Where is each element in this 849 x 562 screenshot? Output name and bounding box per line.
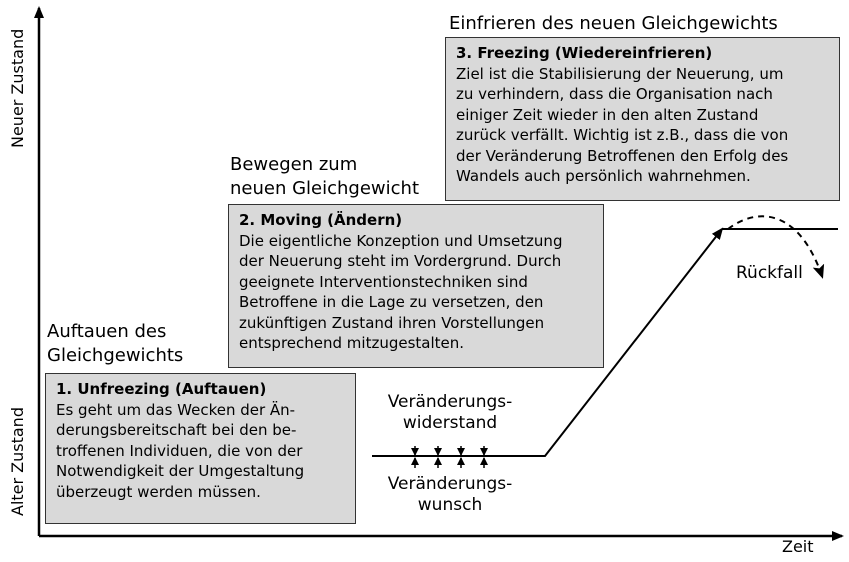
phase-1-heading xyxy=(47,320,183,368)
phase-1-heading-line: Gleichgewichts xyxy=(47,345,184,366)
phase-2-box xyxy=(228,204,604,368)
resistance-label xyxy=(374,392,526,434)
phase-2-heading xyxy=(230,153,419,201)
phase-1-body-line: überzeugt werden müssen. xyxy=(56,482,261,501)
phase-2-heading-line: Bewegen zum xyxy=(230,154,358,175)
resistance-label-line: Veränderungs- xyxy=(387,392,513,412)
phase-1-heading-line: Auftauen des xyxy=(47,321,167,342)
phase-3-box xyxy=(445,37,840,201)
phase-2-body-line: der Neuerung steht im Vordergrund. Durch xyxy=(239,252,562,270)
phase-3-title: 3. Freezing (Wiedereinfrieren) xyxy=(456,44,713,62)
x-axis-label: Zeit xyxy=(782,537,814,556)
y-axis-label-top: Neuer Zustand xyxy=(8,28,27,148)
phase-3-body-line: zu verhindern, dass die Organisation nach xyxy=(456,85,773,103)
desire-label-line: wunsch xyxy=(417,495,483,515)
phase-2-body-line: Betroffene in die Lage zu versetzen, den xyxy=(239,293,544,311)
phase-2-body-line: zukünftigen Zustand ihren Vorstellungen xyxy=(239,313,545,332)
phase-1-body-line: Es geht um das Wecken der Än- xyxy=(56,400,296,419)
phase-3-body-line: Ziel ist die Stabilisierung der Neuerung, um xyxy=(456,64,784,83)
phase-1-body-line: derungsbereitschaft bei den be- xyxy=(56,421,297,439)
phase-2-body-line: entsprechend mitzugestalten. xyxy=(239,334,465,352)
phase-1-body-line: Notwendigkeit der Umgestaltung xyxy=(56,462,305,480)
resistance-label-line: widerstand xyxy=(402,413,498,433)
phase-2-title: 2. Moving (Ändern) xyxy=(239,211,403,229)
phase-3-body-line: einiger Zeit wieder in den alten Zustand xyxy=(456,105,759,124)
phase-3-body-line: Wandels auch persönlich wahrnehmen. xyxy=(456,167,751,185)
phase-2-body-line: geeignete Interventionstechniken sind xyxy=(239,272,528,291)
relapse-label: Rückfall xyxy=(736,263,803,283)
phase-1-body-line: troffenen Individuen, die von der xyxy=(56,441,303,460)
y-axis-label-bottom: Alter Zustand xyxy=(8,407,27,516)
desire-label xyxy=(374,474,526,516)
phase-2-body-line: Die eigentliche Konzeption und Umsetzung xyxy=(239,231,563,250)
phase-3-body-line: der Veränderung Betroffenen den Erfolg des xyxy=(456,146,789,165)
phase-2-heading-line: neuen Gleichgewicht xyxy=(230,178,420,199)
phase-3-heading xyxy=(449,12,778,36)
desire-label-line: Veränderungs- xyxy=(387,474,513,494)
phase-1-box xyxy=(45,373,356,524)
phase-3-body-line: zurück verfällt. Wichtig ist z.B., dass die von xyxy=(456,126,789,144)
phase-1-title: 1. Unfreezing (Auftauen) xyxy=(56,380,267,398)
phase-3-heading-line: Einfrieren des neuen Gleichgewichts xyxy=(449,13,778,34)
